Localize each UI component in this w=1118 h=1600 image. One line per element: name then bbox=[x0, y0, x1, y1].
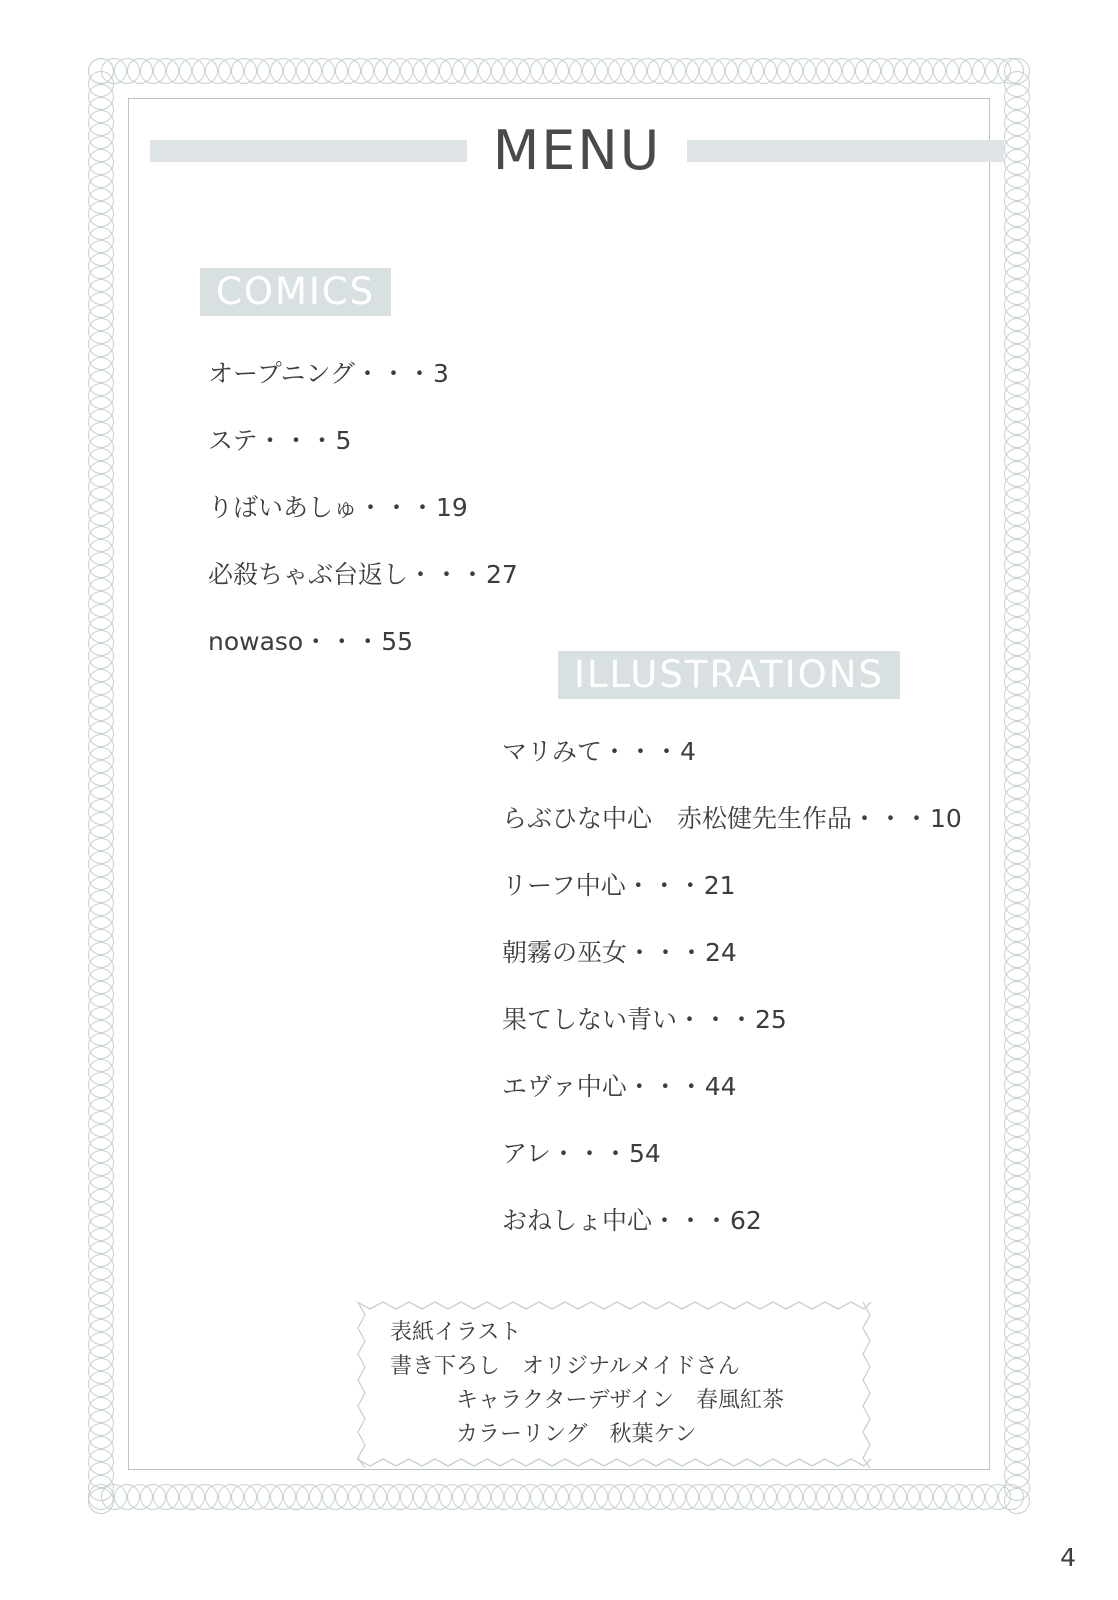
toc-page: 44 bbox=[704, 1072, 737, 1101]
credit-line: カラーリング 秋葉ケン bbox=[456, 1422, 697, 1447]
toc-title: 必殺ちゃぶ台返し bbox=[208, 560, 409, 589]
toc-title: りばいあしゅ bbox=[208, 493, 359, 522]
toc-title: マリみて bbox=[502, 737, 603, 766]
toc-list-illustrations bbox=[502, 718, 962, 1254]
page-title bbox=[150, 120, 1004, 182]
list-item bbox=[208, 407, 518, 474]
toc-title: 果てしない青い bbox=[502, 1005, 678, 1034]
page-title-text: MENU bbox=[492, 119, 662, 182]
toc-page: 19 bbox=[436, 493, 468, 522]
toc-list-comics bbox=[208, 340, 518, 675]
credits-box bbox=[356, 1300, 872, 1468]
list-item bbox=[502, 986, 962, 1053]
border-ring-row-top bbox=[88, 58, 1011, 84]
title-bar-left bbox=[150, 140, 467, 162]
border-ring-col-right bbox=[1004, 58, 1030, 1501]
toc-title: nowaso bbox=[208, 627, 304, 656]
list-item bbox=[502, 785, 962, 852]
toc-page: 27 bbox=[486, 560, 518, 589]
credit-line: 表紙イラスト bbox=[390, 1320, 522, 1345]
toc-dots: ・・・ bbox=[408, 560, 487, 589]
list-item bbox=[502, 919, 962, 986]
toc-dots: ・・・ bbox=[652, 1206, 731, 1235]
toc-title: オープニング bbox=[208, 359, 356, 388]
toc-dots: ・・・ bbox=[626, 1072, 705, 1101]
list-item bbox=[502, 852, 962, 919]
toc-dots: ・・・ bbox=[303, 627, 382, 656]
toc-dots: ・・・ bbox=[551, 1139, 630, 1168]
section-heading-illustrations: ILLUSTRATIONS bbox=[558, 651, 900, 699]
border-ring-row-bottom bbox=[88, 1484, 1011, 1510]
toc-title: エヴァ中心 bbox=[502, 1072, 627, 1101]
list-item bbox=[502, 1053, 962, 1120]
credit-line: キャラクターデザイン 春風紅茶 bbox=[456, 1388, 785, 1413]
toc-page: 21 bbox=[703, 871, 736, 900]
section-heading-comics: COMICS bbox=[200, 268, 391, 316]
toc-page: 54 bbox=[629, 1139, 661, 1168]
toc-title: おねしょ中心 bbox=[502, 1206, 653, 1235]
toc-dots: ・・・ bbox=[358, 493, 437, 522]
list-item bbox=[502, 718, 962, 785]
toc-title: ステ bbox=[208, 426, 258, 455]
toc-page: 24 bbox=[705, 938, 737, 967]
list-item bbox=[502, 1120, 962, 1187]
toc-dots: ・・・ bbox=[677, 1005, 756, 1034]
list-item bbox=[208, 541, 518, 608]
toc-page: 4 bbox=[680, 737, 696, 766]
toc-page: 3 bbox=[433, 359, 449, 388]
toc-page: 55 bbox=[381, 627, 414, 656]
toc-page: 62 bbox=[730, 1206, 762, 1235]
border-ring-col-left bbox=[88, 58, 114, 1501]
toc-title: アレ bbox=[502, 1139, 552, 1168]
title-bar-right bbox=[687, 140, 1004, 162]
list-item bbox=[208, 608, 518, 675]
toc-dots: ・・・ bbox=[602, 737, 681, 766]
toc-dots: ・・・ bbox=[625, 871, 704, 900]
list-item bbox=[208, 340, 518, 407]
page-number: 4 bbox=[1060, 1543, 1076, 1572]
toc-title: 朝霧の巫女 bbox=[502, 938, 628, 967]
toc-page: 5 bbox=[335, 426, 352, 455]
toc-page: 25 bbox=[755, 1005, 787, 1034]
credit-line: 書き下ろし オリジナルメイドさん bbox=[390, 1354, 740, 1379]
toc-dots: ・・・ bbox=[355, 359, 434, 388]
toc-dots: ・・・ bbox=[852, 804, 931, 833]
toc-title: リーフ中心 bbox=[502, 871, 626, 900]
toc-page: 10 bbox=[930, 804, 962, 833]
list-item bbox=[502, 1187, 962, 1254]
toc-title: らぶひな中心 赤松健先生作品 bbox=[502, 804, 853, 833]
toc-dots: ・・・ bbox=[257, 426, 336, 455]
toc-dots: ・・・ bbox=[627, 938, 706, 967]
list-item bbox=[208, 474, 518, 541]
